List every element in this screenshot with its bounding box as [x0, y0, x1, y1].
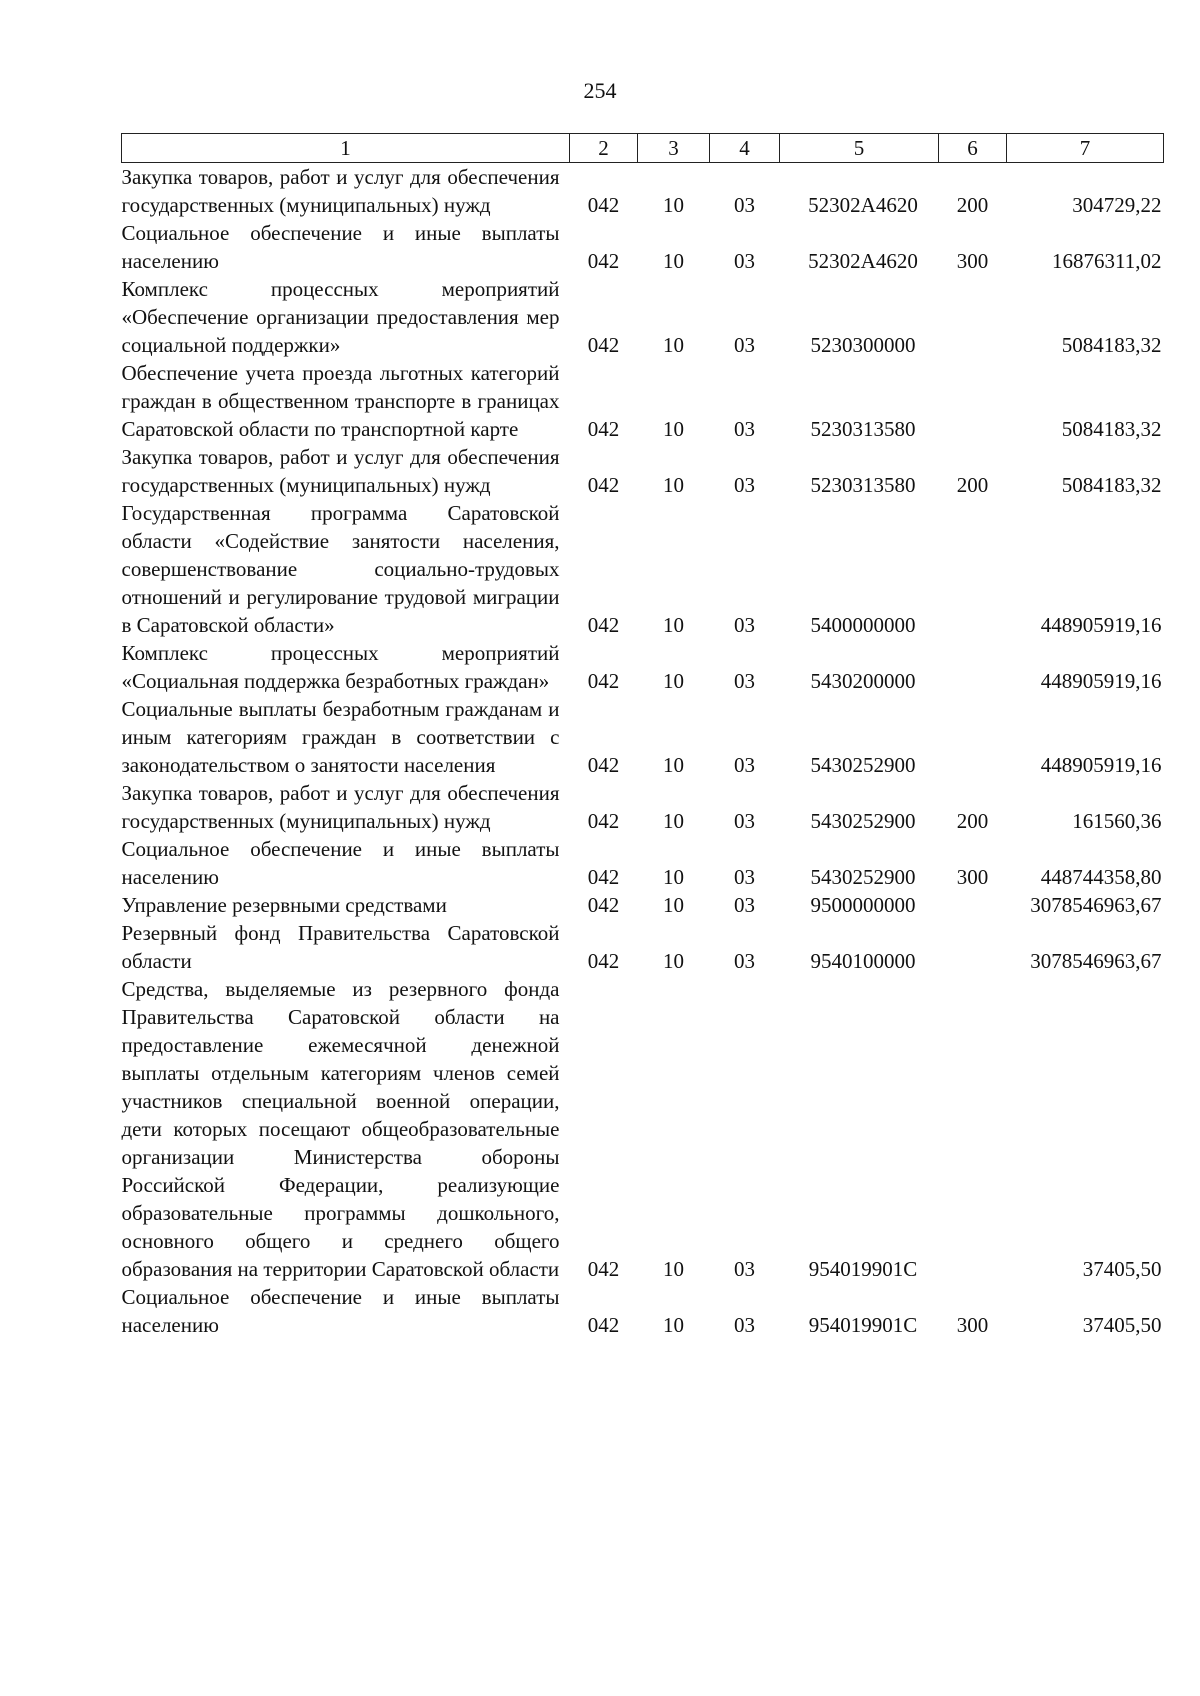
row-col-5: 5430252900 — [810, 865, 916, 889]
row-col-4: 03 — [734, 193, 755, 217]
row-col-3: 10 — [663, 613, 684, 637]
row-col-7: 5084183,32 — [1061, 417, 1162, 441]
row-col-4: 03 — [734, 753, 755, 777]
row-col-7: 37405,50 — [1082, 1257, 1162, 1281]
row-col-2: 042 — [587, 249, 620, 273]
budget-table-container — [121, 133, 1163, 1339]
row-col-3: 10 — [663, 753, 684, 777]
row-description: Социальное обеспечение и иные выплаты населению — [121, 1285, 560, 1337]
row-description: Закупка товаров, работ и услуг для обеспечения государственных (муниципальных) нужд — [121, 781, 560, 833]
table-row — [122, 275, 1164, 359]
table-row — [122, 1283, 1164, 1339]
row-col-3: 10 — [663, 333, 684, 357]
row-col-4: 03 — [734, 333, 755, 357]
row-col-4: 03 — [734, 473, 755, 497]
row-col-6: 300 — [956, 1313, 989, 1337]
row-col-6: 200 — [956, 473, 989, 497]
header-cell-1: 1 — [122, 134, 570, 163]
row-description: Государственная программа Саратовской области «Содействие занятости населения, совершенствование социально-трудовых отношений и регулирование трудовой миграции в Саратовской области» — [121, 501, 560, 637]
row-col-6 — [939, 919, 1007, 975]
row-col-4: 03 — [734, 1313, 755, 1337]
table-row — [122, 359, 1164, 443]
table-row — [122, 443, 1164, 499]
row-col-4: 03 — [734, 949, 755, 973]
row-col-5: 954019901С — [808, 1257, 918, 1281]
header-cell-2: 2 — [570, 134, 638, 163]
table-body — [122, 163, 1164, 1340]
row-description: Социальное обеспечение и иные выплаты населению — [121, 837, 560, 889]
row-col-3: 10 — [663, 949, 684, 973]
row-description: Комплекс процессных мероприятий «Обеспечение организации предоставления мер социальной поддержки» — [121, 277, 560, 357]
row-col-4: 03 — [734, 417, 755, 441]
table-row — [122, 835, 1164, 891]
row-col-4: 03 — [734, 893, 755, 917]
row-col-6 — [939, 499, 1007, 639]
row-col-7: 304729,22 — [1072, 193, 1162, 217]
row-col-3: 10 — [663, 893, 684, 917]
header-cell-3: 3 — [638, 134, 710, 163]
row-col-2: 042 — [587, 1257, 620, 1281]
table-row — [122, 891, 1164, 919]
row-col-3: 10 — [663, 865, 684, 889]
row-col-6: 300 — [956, 249, 989, 273]
header-cell-7: 7 — [1007, 134, 1164, 163]
table-row — [122, 779, 1164, 835]
row-col-2: 042 — [587, 613, 620, 637]
row-col-3: 10 — [663, 809, 684, 833]
row-col-6: 200 — [956, 809, 989, 833]
row-col-2: 042 — [587, 669, 620, 693]
row-col-3: 10 — [663, 193, 684, 217]
row-col-6 — [939, 891, 1007, 919]
row-description: Средства, выделяемые из резервного фонда Правительства Саратовской области на предоставление ежемесячной денежной выплаты отдельным категориям членов семей участников специальной военной операции, дети которых посещают общеобразовательные организации Министерства обороны Российской Федерации, реализующие образовательные программы дошкольного, основного общего и среднего общего образования на территории Саратовской области — [121, 977, 560, 1281]
row-col-6 — [939, 275, 1007, 359]
row-col-7: 3078546963,67 — [1030, 893, 1162, 917]
row-col-7: 5084183,32 — [1061, 333, 1162, 357]
row-col-4: 03 — [734, 865, 755, 889]
table-row — [122, 639, 1164, 695]
row-col-5: 5400000000 — [810, 613, 916, 637]
row-col-7: 448744358,80 — [1040, 865, 1162, 889]
row-col-3: 10 — [663, 473, 684, 497]
row-col-2: 042 — [587, 865, 620, 889]
row-description: Обеспечение учета проезда льготных категорий граждан в общественном транспорте в границах Саратовской области по транспортной карте — [121, 361, 560, 441]
row-col-7: 448905919,16 — [1040, 613, 1162, 637]
row-col-4: 03 — [734, 1257, 755, 1281]
row-description: Управление резервными средствами — [121, 893, 447, 917]
row-col-2: 042 — [587, 893, 620, 917]
row-col-6 — [939, 695, 1007, 779]
row-col-6: 200 — [956, 193, 989, 217]
row-col-2: 042 — [587, 753, 620, 777]
row-col-7: 448905919,16 — [1040, 669, 1162, 693]
row-description: Социальное обеспечение и иные выплаты населению — [121, 221, 560, 273]
row-col-4: 03 — [734, 613, 755, 637]
row-col-3: 10 — [663, 669, 684, 693]
table-row — [122, 695, 1164, 779]
row-col-5: 52302А4620 — [808, 193, 918, 217]
row-col-7: 37405,50 — [1082, 1313, 1162, 1337]
row-description: Закупка товаров, работ и услуг для обеспечения государственных (муниципальных) нужд — [121, 445, 560, 497]
row-col-3: 10 — [663, 1257, 684, 1281]
row-col-3: 10 — [663, 417, 684, 441]
row-col-5: 5230300000 — [810, 333, 916, 357]
row-col-5: 9500000000 — [810, 893, 916, 917]
row-description: Резервный фонд Правительства Саратовской области — [121, 921, 560, 973]
row-col-7: 16876311,02 — [1052, 249, 1162, 273]
row-col-2: 042 — [587, 417, 620, 441]
row-col-5: 5430200000 — [810, 669, 916, 693]
table-row — [122, 499, 1164, 639]
row-description: Комплекс процессных мероприятий «Социальная поддержка безработных граждан» — [121, 641, 560, 693]
row-col-2: 042 — [587, 193, 620, 217]
row-description: Закупка товаров, работ и услуг для обеспечения государственных (муниципальных) нужд — [121, 165, 560, 217]
table-row — [122, 163, 1164, 220]
row-col-7: 161560,36 — [1072, 809, 1162, 833]
table-row — [122, 919, 1164, 975]
row-col-6: 300 — [956, 865, 989, 889]
header-cell-5: 5 — [780, 134, 939, 163]
budget-table — [121, 133, 1164, 1339]
page-number: 254 — [583, 78, 617, 103]
table-row — [122, 219, 1164, 275]
row-col-5: 5230313580 — [810, 473, 916, 497]
row-col-5: 5430252900 — [810, 809, 916, 833]
row-col-3: 10 — [663, 1313, 684, 1337]
row-col-6 — [939, 639, 1007, 695]
row-description: Социальные выплаты безработным гражданам и иным категориям граждан в соответствии с законодательством о занятости населения — [121, 697, 560, 777]
row-col-5: 5430252900 — [810, 753, 916, 777]
row-col-5: 52302А4620 — [808, 249, 918, 273]
row-col-2: 042 — [587, 1313, 620, 1337]
header-cell-6: 6 — [939, 134, 1007, 163]
table-row — [122, 975, 1164, 1283]
row-col-7: 448905919,16 — [1040, 753, 1162, 777]
row-col-2: 042 — [587, 809, 620, 833]
row-col-2: 042 — [587, 949, 620, 973]
row-col-2: 042 — [587, 333, 620, 357]
header-row — [122, 134, 1164, 163]
row-col-5: 5230313580 — [810, 417, 916, 441]
row-col-4: 03 — [734, 809, 755, 833]
row-col-6 — [939, 975, 1007, 1283]
table-header — [122, 134, 1164, 163]
row-col-6 — [939, 359, 1007, 443]
row-col-4: 03 — [734, 669, 755, 693]
row-col-2: 042 — [587, 473, 620, 497]
row-col-7: 5084183,32 — [1061, 473, 1162, 497]
row-col-5: 954019901С — [808, 1313, 918, 1337]
row-col-7: 3078546963,67 — [1030, 949, 1162, 973]
row-col-3: 10 — [663, 249, 684, 273]
row-col-4: 03 — [734, 249, 755, 273]
row-col-5: 9540100000 — [810, 949, 916, 973]
header-cell-4: 4 — [710, 134, 780, 163]
